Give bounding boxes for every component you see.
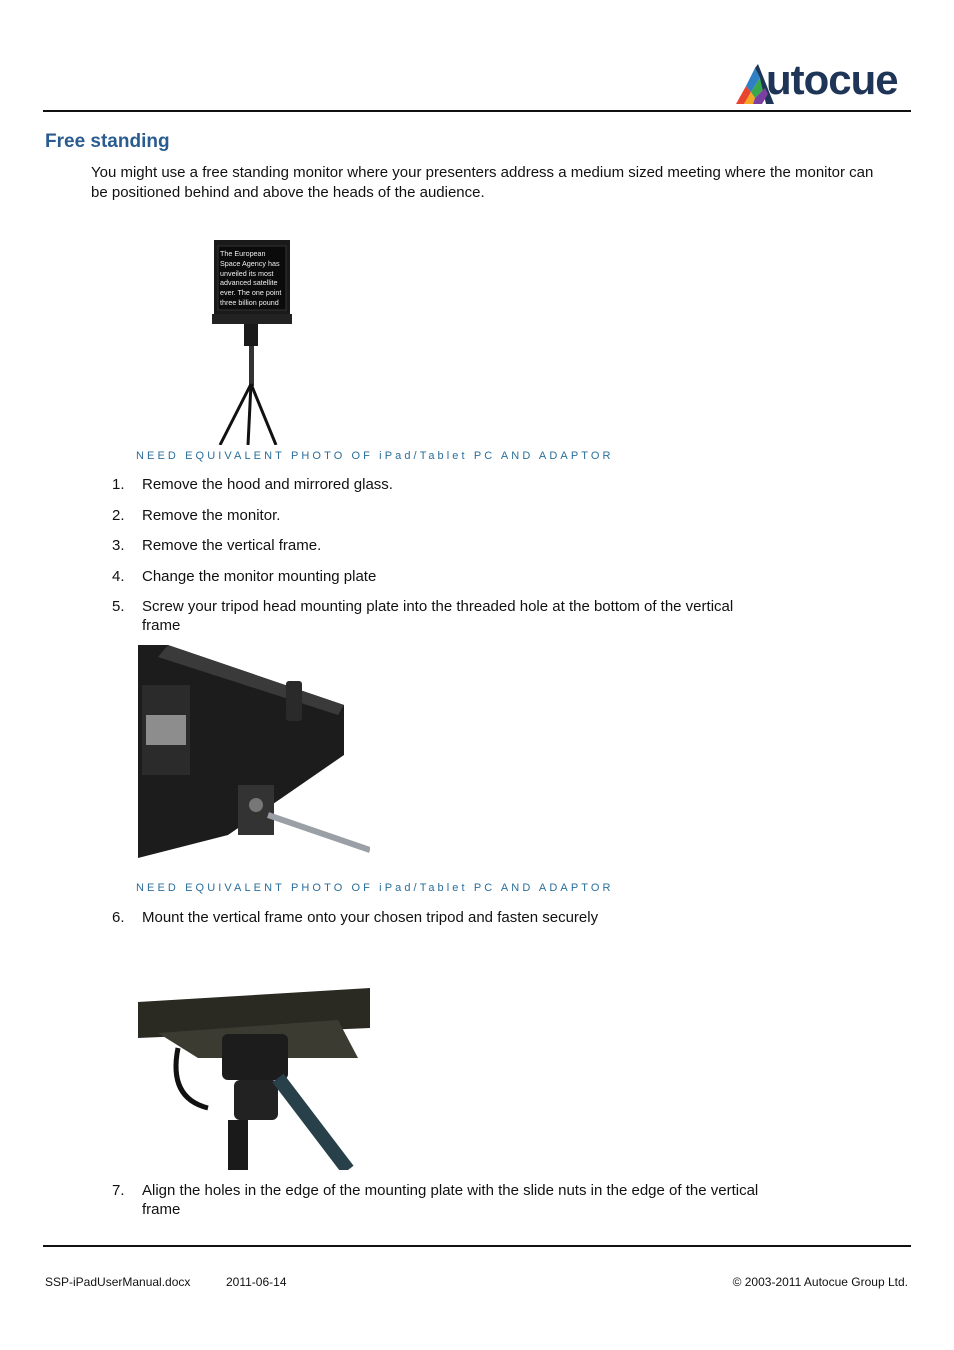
step-text: Change the monitor mounting plate xyxy=(142,568,377,585)
step-item xyxy=(112,506,772,525)
step-text: Remove the vertical frame. xyxy=(142,537,322,554)
step-text: Mount the vertical frame onto your chosen tripod and fasten securely xyxy=(142,909,599,926)
footer-copyright: © 2003-2011 Autocue Group Ltd. xyxy=(732,1275,908,1289)
step-item xyxy=(112,475,772,494)
step-number: 7. xyxy=(112,1182,125,1199)
free-standing-monitor-photo xyxy=(204,238,300,445)
screen-line: advanced satellite xyxy=(220,278,278,288)
step-number: 3. xyxy=(112,537,125,554)
header-rule xyxy=(43,110,911,112)
monitor-screen-text xyxy=(220,249,286,308)
footer-filename: SSP-iPadUserManual.docx xyxy=(45,1275,191,1289)
step-number: 5. xyxy=(112,598,125,615)
photo-caption: NEED EQUIVALENT PHOTO OF iPad/Tablet PC AND ADAPTOR xyxy=(136,882,614,894)
step-text: Screw your tripod head mounting plate into the threaded hole at the bottom of the vertical frame xyxy=(142,598,734,634)
step-text: Remove the hood and mirrored glass. xyxy=(142,476,393,493)
frame-on-tripod-head-photo xyxy=(138,988,370,1170)
footer-date: 2011-06-14 xyxy=(226,1275,287,1289)
step-item xyxy=(112,597,772,635)
photo-caption: NEED EQUIVALENT PHOTO OF iPad/Tablet PC AND ADAPTOR xyxy=(136,450,614,462)
step-text: Align the holes in the edge of the mounting plate with the slide nuts in the edge of the vertical frame xyxy=(142,1182,759,1218)
step-item xyxy=(112,908,772,927)
screen-line: Space Agency has xyxy=(220,258,280,268)
step-number: 1. xyxy=(112,476,125,493)
screen-line: unveiled its most xyxy=(220,268,274,278)
step-text: Remove the monitor. xyxy=(142,507,281,524)
step-item xyxy=(112,567,772,586)
autocue-logo xyxy=(734,56,910,108)
step-number: 2. xyxy=(112,507,125,524)
screen-line: The European xyxy=(220,249,266,258)
intro-paragraph: You might use a free standing monitor where your presenters address a medium sized meeting where the monitor can be positioned behind and above the heads of the audience. xyxy=(91,164,874,201)
logo-wordmark: utocue xyxy=(766,56,898,103)
section-title: Free standing xyxy=(45,131,170,152)
footer-rule xyxy=(43,1245,911,1247)
step-item xyxy=(112,536,772,555)
step-number: 4. xyxy=(112,568,125,585)
screen-line: ever. The one point xyxy=(220,288,282,298)
vertical-frame-mounting-plate-photo xyxy=(138,645,370,858)
step-number: 6. xyxy=(112,909,125,926)
step-item xyxy=(112,1181,772,1219)
screen-line: three billion pound xyxy=(220,297,279,307)
